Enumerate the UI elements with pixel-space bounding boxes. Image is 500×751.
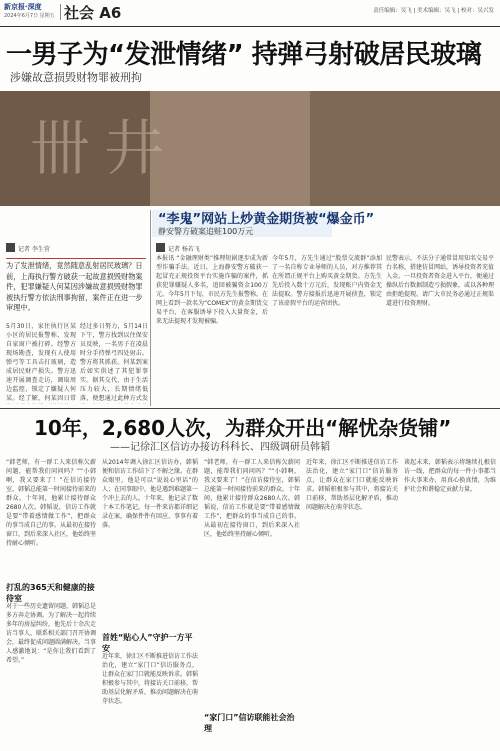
- story1-photo: [0, 91, 500, 206]
- header-divider: [60, 4, 61, 20]
- story1-byline: 记者 李生营: [18, 246, 50, 253]
- story3-column-4: 近年来，徐汇区不断推进信访工作法治化，建立“家门口”信访服务点，让群众在家门口就能反映诉求。韩韬积极参与其中，将接访关口前移，帮助基层化解矛盾，推动问题解决在萌芽状态。: [306, 459, 398, 511]
- story2-column-3: 民警表示，不法分子通常冒用知名交易平台名称，搭建仿冒网站，诱导投资者充值入金。一旦投资者资金进入平台，便通过操纵后台数据制造亏损假象，或以各种理由拒绝提现。请广大市民务必通过正规渠道进行投资理财。: [386, 255, 494, 307]
- newspaper-name: 新京报·深度: [4, 3, 42, 11]
- story-divider: [0, 408, 500, 409]
- story3-column-1: “韩老师，有一群工人来信称欠薪问题，能帮我们问问吗？”“小韩啊，我又要来了！”在信访接待室，韩韬总能第一时间接待前来的群众。十年间，他累计接待群众2680人次。韩韬说，信访工作就是要“带着感情做工作”，把群众的事当成自己的事。从最初在接待窗口，到后来深入社区，他始终坚持耐心倾听。: [6, 459, 96, 547]
- story1-lede: 为了发泄情绪，竟然随意乱射居民玻璃？日前，上海执行警方破获一起故意损毁财物案件，犯罪嫌疑人何某因涉嫌故意损毁财物罪被执行警方依法刑事拘留，案件正在进一步审理中。: [6, 258, 146, 319]
- section-name: 社会 A6: [64, 4, 122, 22]
- story2-subheadline: 静安警方破案追赃100万元: [158, 227, 254, 236]
- column-divider: [150, 210, 151, 406]
- story3-column-2b: 近年来，徐汇区不断推进信访工作法治化，建立“家门口”信访服务点，让群众在家门口就能反映诉求。韩韬积极参与其中，将接访关口前移，帮助基层化解矛盾，推动问题解决在萌芽状态。: [102, 653, 198, 705]
- story3-column-2: 从2014年调入徐汇区信访办，韩韬便和信访工作结下了不解之缘。在群众眼里，他是可以“说说心里话”的人；在同事眼中，他是遇到难题第一个冲上去的人。十年来，他记录了数十本工作笔记，每一件来访都详细记录在案，确保件件有回应、事事有着落。: [102, 459, 198, 529]
- story3-headline: 10年，2,680人次，为群众开出“解忧杂货铺”: [34, 416, 452, 440]
- story2-column-1: 本报讯 “金融理财类”推理短剧逐步成为新型诈骗手法。近日，上海静安警方破获一起冒充正规投资平台实施诈骗的案件，抓获犯罪嫌疑人多名，追回被骗资金100万元。今年5月下旬，市民方先生报警称，在网上看到一款名为“COMEX”的黄金期货交易平台，在客服诱导下投入大量资金，后来无法提现才发现被骗。: [156, 255, 268, 325]
- story3-subhead-2: 首姓“贴心人”守护一方平安: [102, 633, 193, 653]
- story2-byline: 记者 杨若飞: [168, 246, 200, 253]
- story3-subhead-3: “家门口”信访联能社会治理: [204, 713, 295, 733]
- story1-column-1: 5月30日，家住执行区某小区的居民报警称，发现自家窗户被打碎。经警方现场勘查，发现有人使用弹弓等工具击打玻璃，造成居民财产损失。警方迅速开展调查走访，调取周边监控，锁定了嫌疑人何某。经了解，何某因日常: [6, 323, 76, 402]
- story1-column-2: 经过多日努力，5月14日下午，警方找到以住保安员反映，一名男子在凌晨时分手持弹弓四处射击。警方将其抓获。何某到案后如实供述了其犯罪事实。据其交代，由于生活压力较大，长期情绪低落，便想通过此种方式发: [80, 323, 148, 402]
- story1-subheadline: 涉嫌故意损毁财物罪被刑拘: [10, 71, 142, 84]
- story3-column-3: “韩老师，有一群工人来信称欠薪问题，能帮我们问问吗？”“小韩啊，我又要来了！”在信访接待室，韩韬总能第一时间接待前来的群众。十年间，他累计接待群众2680人次。韩韬说，信访工作就是要“带着感情做工作”，把群众的事当成自己的事。从最初在接待窗口，到后来深入社区，他始终坚持耐心倾听。: [204, 459, 300, 538]
- story2-column-2: 今年5月，方先生通过“股票交流群”添加了一名自称专业导师的人员，对方推荐其在所谓正规平台上购买黄金期货。方先生先后投入数十万元后，发现账户内资金无法提取。警方接报后迅速开展侦查，锁定了该虚假平台的运营团伙。: [272, 255, 382, 307]
- story3-column-1b: 对于一些历史遗留问题，韩韬总是多方奔走协调。为了解决一起持续多年的房屋纠纷，他先后十余次走访当事人，联系相关部门召开协调会，最终促成问题圆满解决。当事人感激地说：“是你让我们看到了希望。”: [6, 603, 96, 664]
- photo-decoration: 卌井: [30, 114, 178, 184]
- story2-headline: “李鬼”网站上炒黄金期货被“爆金币”: [158, 212, 375, 227]
- story1-headline: 一男子为“发泄情绪” 持弹弓射破居民玻璃: [6, 40, 482, 70]
- story3-subheadline: ——记徐汇区信访办接访科科长、四级调研员韩韬: [110, 442, 330, 453]
- page-header: [0, 0, 500, 27]
- editor-credits: 责任编辑：吴飞 | 美术编辑：吴飞 | 校对：吴兴发: [373, 8, 494, 14]
- qr-icon: [156, 243, 165, 252]
- issue-date: 2024年6月7日 星期五: [4, 13, 55, 19]
- story3-subhead-1: 打乱的365天和健康的接待室: [6, 583, 95, 603]
- qr-icon: [6, 243, 15, 252]
- story3-column-5: 谈起未来，韩韬表示将继续扎根信访一线，把群众的每一件小事都当作大事来办，用真心换真情，为维护社会和谐稳定贡献力量。: [404, 459, 496, 493]
